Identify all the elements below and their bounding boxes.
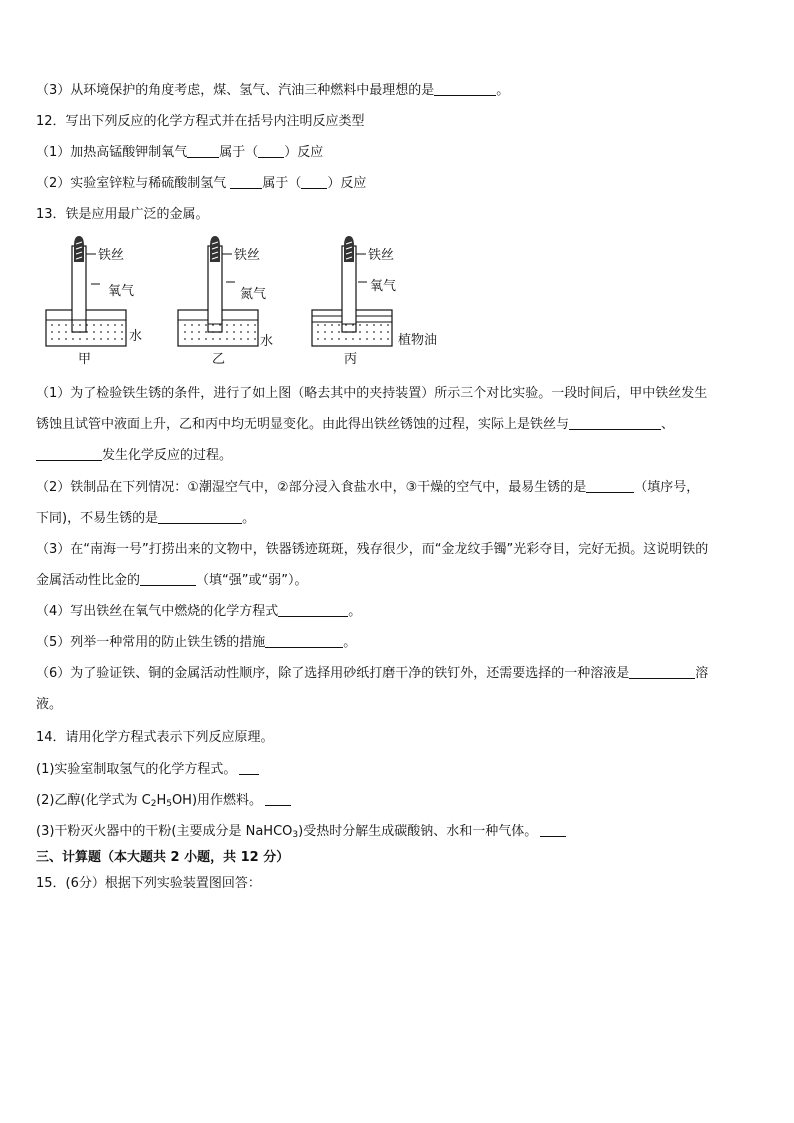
question-14-1: (1)实验室制取氢气的化学方程式。	[36, 761, 259, 779]
tube-liquid	[343, 324, 355, 332]
answer-blank[interactable]	[187, 144, 219, 158]
answer-blank[interactable]	[265, 792, 291, 806]
label-gas: 氮气	[240, 287, 267, 302]
label-iron-wire: 铁丝	[234, 248, 261, 263]
label-liquid: 水	[129, 329, 143, 344]
answer-blank[interactable]	[158, 510, 242, 524]
answer-blank[interactable]	[140, 572, 196, 586]
answer-blank[interactable]	[265, 634, 343, 648]
label-gas: 氧气	[370, 279, 397, 294]
label-jia: 甲	[78, 352, 92, 367]
question-13-title: 13．铁是应用最广泛的金属。	[36, 207, 209, 222]
tube-liquid	[73, 320, 85, 332]
answer-blank[interactable]	[434, 82, 496, 96]
apparatus-yi	[178, 236, 273, 367]
section-3-heading: 三、计算题（本大题共 2 小题，共 12 分）	[36, 850, 290, 865]
question-13-1-line-3: 发生化学反应的过程。	[36, 447, 232, 465]
label-bing: 丙	[344, 352, 358, 367]
answer-blank[interactable]	[586, 479, 634, 493]
question-13-5: （5）列举一种常用的防止铁生锈的措施 。	[36, 635, 357, 650]
question-13-6-line-2: 液。	[36, 697, 63, 712]
answer-blank[interactable]	[569, 416, 661, 430]
question-13-2-line-2: 下同)，不易生锈的是 。	[36, 511, 256, 526]
label-iron-wire: 铁丝	[368, 248, 395, 263]
apparatus-bing	[312, 236, 437, 367]
question-13-1-line-2: 锈蚀且试管中液面上升，乙和丙中均无明显变化。由此得出铁丝锈蚀的过程，实际上是铁丝与 、	[36, 417, 675, 432]
label-liquid: 植物油	[398, 333, 438, 348]
question-13-4: （4）写出铁丝在氧气中燃烧的化学方程式 。	[36, 604, 362, 619]
label-yi: 乙	[212, 352, 226, 367]
iron-rust-experiment-figure	[36, 232, 456, 372]
label-iron-wire: 铁丝	[98, 248, 125, 263]
question-12-2: （2）实验室锌粒与稀硫酸制氢气 属于（ ）反应	[36, 176, 367, 191]
label-liquid: 水	[260, 334, 274, 349]
apparatus-jia	[46, 236, 142, 367]
question-12-title: 12．写出下列反应的化学方程式并在括号内注明反应类型	[36, 114, 365, 129]
question-14-2: (2)乙醇(化学式为 $C_2H_5OH$)用作燃料。	[36, 792, 291, 810]
question-13-2-line-1: （2）铁制品在下列情况：①潮湿空气中，②部分浸入食盐水中，③干燥的空气中，最易生锈的是 （填序号，	[36, 480, 700, 495]
label-gas: 氧气	[108, 284, 135, 299]
answer-blank[interactable]	[258, 144, 284, 158]
question-11-3: （3）从环境保护的角度考虑，煤、氢气、汽油三种燃料中最理想的是 。	[36, 83, 510, 98]
answer-blank[interactable]	[301, 175, 327, 189]
question-15-title: 15．(6分）根据下列实验装置图回答：	[36, 876, 261, 891]
question-13-6-line-1: （6）为了验证铁、铜的金属活动性顺序，除了选择用砂纸打磨干净的铁钉外，还需要选择的一种溶液是 溶	[36, 666, 709, 681]
question-13-3-line-1: （3）在“南海一号”打捞出来的文物中，铁器锈迹斑斑，残存很少，而“金龙纹手镯”光彩夺目，完好无损。这说明铁的	[36, 542, 709, 557]
question-14-title: 14．请用化学方程式表示下列反应原理。	[36, 730, 274, 745]
answer-blank[interactable]	[230, 175, 262, 189]
answer-blank[interactable]	[540, 823, 566, 837]
question-13-3-line-2: 金属活动性比金的 （填“强”或“弱”）。	[36, 573, 308, 588]
answer-blank[interactable]	[36, 447, 102, 461]
answer-blank[interactable]	[629, 665, 695, 679]
answer-blank[interactable]	[239, 761, 259, 775]
question-14-3: (3)干粉灭火器中的干粉(主要成分是 NaHCO$_3$)受热时分解生成碳酸钠、水和一种气体。	[36, 823, 566, 841]
answer-blank[interactable]	[278, 603, 348, 617]
question-13-1-line-1: （1）为了检验铁生锈的条件，进行了如上图（略去其中的夹持装置）所示三个对比实验。一段时间后，甲中铁丝发生	[36, 386, 708, 401]
tube-liquid	[209, 324, 221, 332]
question-12-1: （1）加热高锰酸钾制氧气 属于（ ）反应	[36, 145, 324, 160]
